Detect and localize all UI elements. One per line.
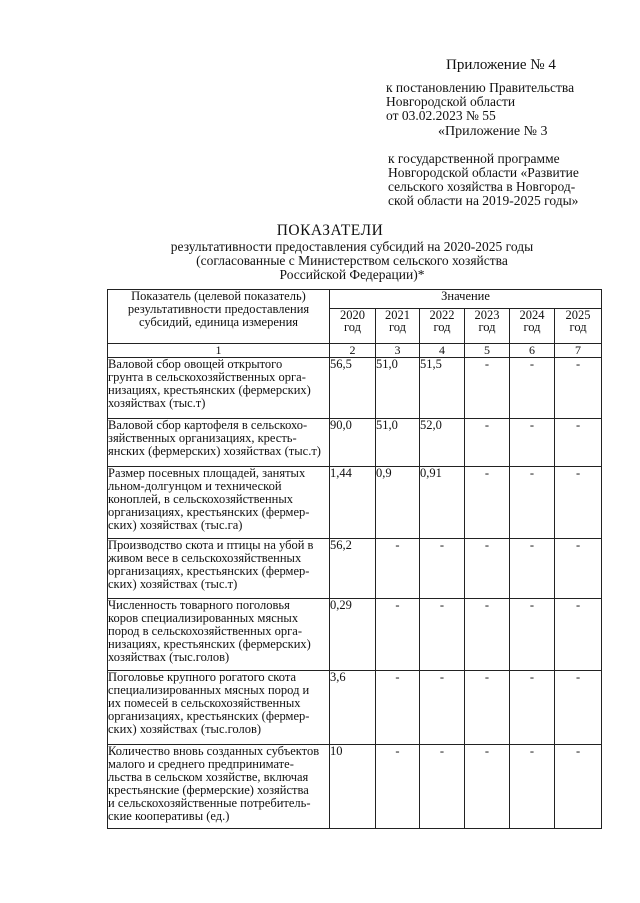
indicator-line: Валовой сбор овощей открытого [108, 357, 283, 371]
value-cell: - [510, 599, 555, 671]
indicator-line: крестьянские (фермерские) хозяйства [108, 783, 309, 797]
indicator-line: организациях, крестьянских (фермер- [108, 709, 310, 723]
decree-line: от 03.02.2023 № 55 [386, 108, 496, 123]
table-row [108, 745, 602, 829]
value-cell: - [376, 539, 420, 599]
year-number: 2024 [519, 308, 545, 322]
value-cell: - [465, 419, 510, 467]
value-cell: - [510, 671, 555, 745]
indicator-line: пород в сельскохозяйственных орга- [108, 624, 302, 638]
value-cell: - [555, 745, 602, 829]
year-suffix: год [388, 320, 407, 334]
year-header [465, 309, 510, 344]
subtitle-line: результативности предоставления субсидий на 2020-2025 годы [170, 239, 534, 254]
table-row [108, 358, 602, 419]
column-number-row [108, 344, 602, 358]
year-suffix: год [343, 320, 362, 334]
annex-decree-reference [386, 81, 574, 123]
indicator-line: ских) хозяйствах (тыс.голов) [108, 722, 262, 736]
value-cell: 51,0 [376, 419, 420, 467]
year-suffix: год [523, 320, 541, 334]
inner-annex-title: «Приложение № 3 [438, 124, 548, 139]
value-cell: - [555, 671, 602, 745]
value-cell: - [510, 358, 555, 419]
indicator-line: коров специализированных мясных [108, 611, 299, 625]
table-row [108, 539, 602, 599]
indicator-line: организациях, крестьянских (фермер- [108, 505, 310, 519]
indicator-column-header [108, 290, 330, 344]
value-cell: - [420, 671, 465, 745]
value-cell: - [376, 599, 420, 671]
table-row [108, 467, 602, 539]
column-number: 7 [555, 344, 602, 358]
value-cell: 0,91 [420, 467, 465, 539]
indicator-line: льства в сельском хозяйстве, включая [108, 770, 309, 784]
document-subtitle [32, 240, 640, 282]
value-cell: 51,5 [420, 358, 465, 419]
value-cell: - [465, 467, 510, 539]
program-line: ской области на 2019-2025 годы» [388, 193, 579, 208]
header-line: субсидий, единица измерения [138, 315, 299, 329]
indicator-name [108, 599, 330, 671]
value-cell: - [465, 671, 510, 745]
column-number: 2 [330, 344, 376, 358]
value-cell: - [465, 539, 510, 599]
indicators-table [107, 289, 602, 829]
column-number: 6 [510, 344, 555, 358]
header-line: результативности предоставления [127, 302, 310, 316]
year-number: 2025 [565, 308, 591, 322]
year-number: 2020 [340, 308, 365, 322]
value-cell: - [420, 745, 465, 829]
year-header [510, 309, 555, 344]
indicator-line: льном-долгунцом и технической [108, 479, 282, 493]
indicator-line: и сельскохозяйственные потребитель- [108, 796, 311, 810]
value-cell: 90,0 [330, 419, 376, 467]
year-header [555, 309, 602, 344]
value-cell: - [420, 599, 465, 671]
year-number: 2023 [474, 308, 500, 322]
annex-title: Приложение № 4 [446, 57, 556, 73]
indicator-line: ских) хозяйствах (тыс.га) [108, 518, 243, 532]
value-cell: - [376, 745, 420, 829]
indicator-line: низациях, крестьянских (фермерских) [108, 637, 311, 651]
year-suffix: год [478, 320, 496, 334]
value-cell: - [510, 539, 555, 599]
program-reference [388, 152, 579, 208]
indicator-line: янских (фермерских) хозяйствах (тыс.т) [108, 444, 321, 458]
year-suffix: год [569, 320, 587, 334]
value-cell: 56,5 [330, 358, 376, 419]
column-number: 3 [376, 344, 420, 358]
indicator-line: живом весе в сельскохозяйственных [108, 551, 302, 565]
indicator-line: малого и среднего предпринимате- [108, 757, 294, 771]
value-cell: 0,29 [330, 599, 376, 671]
value-cell: 52,0 [420, 419, 465, 467]
program-line: Новгородской области «Развитие [388, 165, 579, 180]
indicator-line: Производство скота и птицы на убой в [108, 538, 314, 552]
value-cell: - [510, 467, 555, 539]
value-cell: 10 [330, 745, 376, 829]
indicator-line: Численность товарного поголовья [108, 598, 290, 612]
program-line: сельского хозяйства в Новгород- [388, 179, 576, 194]
year-number: 2021 [385, 308, 410, 322]
indicator-name [108, 539, 330, 599]
year-header [376, 309, 420, 344]
subtitle-line: (согласованные с Министерством сельского хозяйства [196, 253, 508, 268]
indicator-line: зяйственных организациях, кресть- [108, 431, 297, 445]
table-row [108, 419, 602, 467]
program-line: к государственной программе [388, 151, 560, 166]
value-cell: - [465, 599, 510, 671]
document-title: ПОКАЗАТЕЛИ [276, 222, 384, 239]
indicator-line: хозяйствах (тыс.т) [108, 396, 206, 410]
indicator-line: грунта в сельскохозяйственных орга- [108, 370, 306, 384]
column-number: 1 [108, 344, 330, 358]
decree-line: к постановлению Правительства [386, 80, 575, 95]
value-cell: 0,9 [376, 467, 420, 539]
indicator-line: Поголовье крупного рогатого скота [108, 670, 296, 684]
year-header [420, 309, 465, 344]
value-cell: - [465, 358, 510, 419]
indicator-line: специализированных мясных пород и [108, 683, 310, 697]
column-number: 5 [465, 344, 510, 358]
indicator-name [108, 358, 330, 419]
indicator-line: их помесей в сельскохозяйственных [108, 696, 301, 710]
indicator-line: Размер посевных площадей, занятых [108, 466, 306, 480]
value-cell: - [510, 745, 555, 829]
value-cell: - [555, 467, 602, 539]
indicator-line: Количество вновь созданных субъектов [108, 744, 320, 758]
table-header-row [108, 290, 602, 309]
table-row [108, 599, 602, 671]
indicator-line: коноплей, в сельскохозяйственных [108, 492, 293, 506]
value-cell: - [555, 539, 602, 599]
indicator-line: хозяйствах (тыс.голов) [108, 650, 230, 664]
table-row [108, 671, 602, 745]
value-cell: 1,44 [330, 467, 376, 539]
value-cell: - [510, 419, 555, 467]
value-cell: 3,6 [330, 671, 376, 745]
header-line: Показатель (целевой показатель) [131, 289, 306, 303]
value-cell: - [420, 539, 465, 599]
indicator-line: ских) хозяйствах (тыс.т) [108, 577, 238, 591]
indicator-line: Валовой сбор картофеля в сельскохо- [108, 418, 308, 432]
value-cell: - [555, 358, 602, 419]
year-suffix: год [433, 320, 451, 334]
year-header [330, 309, 376, 344]
indicator-line: организациях, крестьянских (фермер- [108, 564, 310, 578]
value-cell: 51,0 [376, 358, 420, 419]
subtitle-line: Российской Федерации)* [279, 267, 425, 282]
indicator-name [108, 419, 330, 467]
indicator-name [108, 745, 330, 829]
column-number: 4 [420, 344, 465, 358]
value-column-header: Значение [330, 290, 602, 309]
indicator-line: ские кооперативы (ед.) [108, 809, 230, 823]
value-cell: 56,2 [330, 539, 376, 599]
value-cell: - [555, 419, 602, 467]
value-cell: - [465, 745, 510, 829]
indicator-name [108, 671, 330, 745]
indicator-name [108, 467, 330, 539]
value-cell: - [376, 671, 420, 745]
value-cell: - [555, 599, 602, 671]
indicator-line: низациях, крестьянских (фермерских) [108, 383, 311, 397]
decree-line: Новгородской области [386, 94, 516, 109]
year-number: 2022 [429, 308, 455, 322]
